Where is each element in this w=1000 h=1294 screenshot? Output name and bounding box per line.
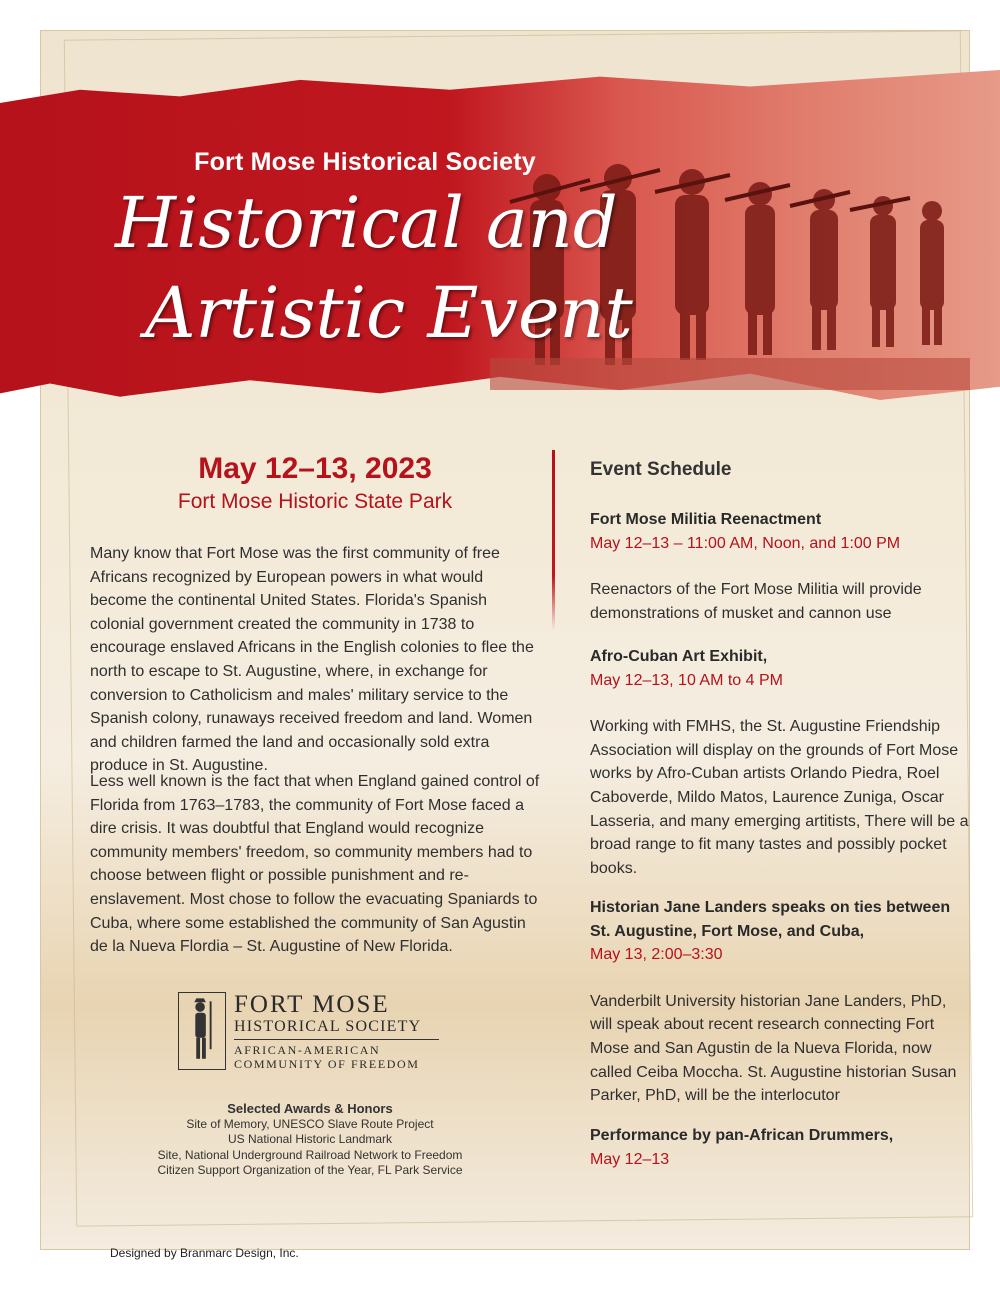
event-description: Vanderbilt University historian Jane Landers, PhD, will speak about recent research connecting Fort Mose and San Agustin de la Nueva Florida, now called Ceiba Moccha. St. Augustine historian Susan Parker, PhD, will be the interlocutor [590,992,957,1105]
schedule-event-art-exhibit [590,645,970,880]
logo-line-4: COMMUNITY OF FREEDOM [234,1057,420,1071]
schedule-event-historian-talk [590,896,970,1108]
logo-wordmark [234,992,439,1071]
event-title-line-2: Artistic Event [145,272,633,354]
event-time: May 12–13, 10 AM to 4 PM [590,671,783,689]
militia-soldier-icon [178,992,226,1070]
event-time: May 12–13 – 11:00 AM, Noon, and 1:00 PM [590,534,901,552]
event-description: Working with FMHS, the St. Augustine Friendship Association will display on the grounds of Fort Mose works by Afro-Cuban artists Orlando Piedra, Roel Caboverde, Mildo Matos, Laurence Zuniga, Oscar Lasseria, and many emerging artitists, There will be a broad range to fit many tastes and possibly pocket books. [590,718,969,877]
event-title-line-1: Historical and [115,182,618,264]
society-title: Fort Mose Historical Society [194,148,536,176]
logo-line-3: AFRICAN-AMERICAN [234,1043,381,1057]
award-item: US National Historic Landmark [227,1132,393,1146]
society-logo [178,992,448,1072]
award-item: Site of Memory, UNESCO Slave Route Project [186,1116,434,1131]
event-time: May 12–13 [590,1150,670,1168]
event-time: May 13, 2:00–3:30 [590,946,723,964]
awards-title: Selected Awards & Honors [227,1101,393,1116]
intro-paragraph-2: Less well known is the fact that when England gained control of Florida from 1763–1783, the community of Fort Mose faced a dire crisis. It was doubtful that England would recognize community members' freedom, so community members had to choose between flight or possible punishment and re-enslavement. Most chose to follow the evacuating Spaniards to Cuba, where some established the community of San Agustin de la Nueva Flordia – St. Augustine of New Florida. [90,773,540,956]
logo-rule [234,1039,439,1040]
schedule-event-drummers [590,1124,970,1171]
logo-line-2: HISTORICAL SOCIETY [234,1018,422,1035]
event-title: Afro-Cuban Art Exhibit, [590,648,768,665]
event-date: May 12–13, 2023 [198,452,432,485]
award-item: Site, National Underground Railroad Network to Freedom [157,1147,463,1162]
event-title: Fort Mose Militia Reenactment [590,511,822,528]
schedule-event-militia [590,508,970,625]
column-divider [552,450,555,630]
logo-line-1: FORT MOSE [234,991,390,1018]
event-venue: Fort Mose Historic State Park [177,490,453,513]
event-title: Historian Jane Landers speaks on ties between St. Augustine, Fort Mose, and Cuba, [590,899,951,940]
event-description: Reenactors of the Fort Mose Militia will provide demonstrations of musket and cannon use [590,581,922,622]
design-credit: Designed by Branmarc Design, Inc. [110,1246,299,1260]
awards-list [120,1101,500,1179]
schedule-title: Event Schedule [590,459,732,480]
award-item: Citizen Support Organization of the Year, FL Park Service [157,1163,463,1177]
event-title: Performance by pan-African Drummers, [590,1127,894,1144]
intro-paragraph-1: Many know that Fort Mose was the first community of free Africans recognized by European powers in what would become the continental United States. Florida's Spanish colonial government created the community in 1738 to encourage enslaved Africans in the English colonies to flee the north to escape to St. Augustine, where, in exchange for conversion to Catholicism and males' military service to the Spanish colony, runaways received freedom and land. Women and children farmed the land and occasionally sold extra produce in St. Augustine. [90,545,534,775]
